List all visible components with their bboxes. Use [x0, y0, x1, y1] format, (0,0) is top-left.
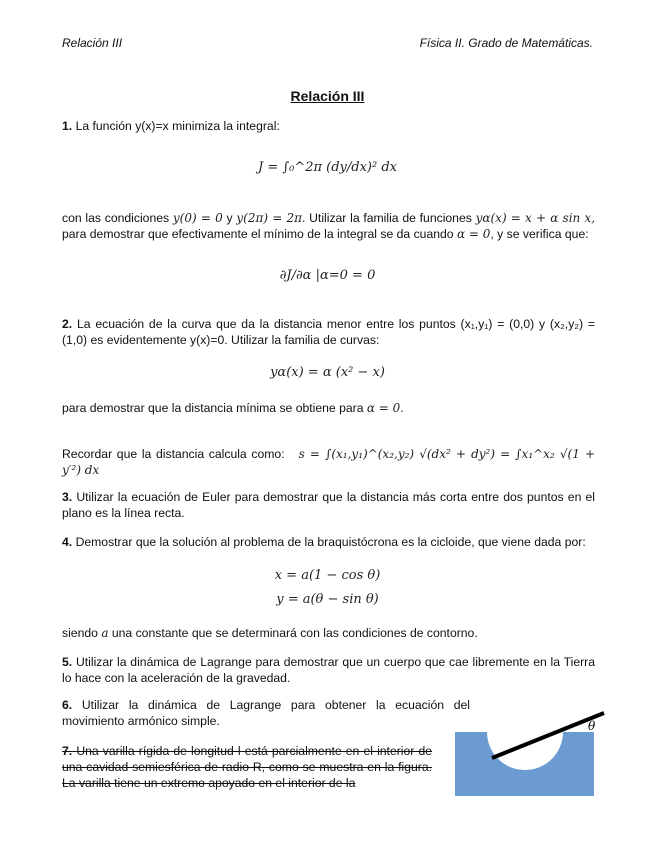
angle-label: θ — [588, 719, 596, 733]
problem-text: Utilizar la ecuación de Euler para demostrar que la distancia más corta entre dos puntos en el plano es la línea recta. — [62, 490, 596, 520]
problem-text: Demostrar que la solución al problema de la braquistócrona es la cicloide, que viene dada por: — [75, 535, 586, 549]
problem-2 — [62, 316, 595, 348]
problem-text: Utilizar la dinámica de Lagrange para demostrar que un cuerpo que cae libremente en la Tierra lo hace con la aceleración de la gravedad. — [62, 655, 595, 685]
problem-text: Una varilla rígida de longitud l está parcialmente en el interior de una cavidad semiesférica de radio R, como se muestra en la figura. La varilla tiene un extremo apoyado en el interior de la — [62, 744, 433, 790]
curve-family-equation: yα(x) = α (x² − x) — [270, 365, 385, 380]
problem-7 — [62, 743, 432, 791]
problem-3 — [62, 489, 595, 521]
problem-2-distance: Recordar que la distancia calcula como: s = ∫(x₁,y₁)^(x₂,y₂) √(dx² + dy²) = ∫x₁^x₂ √(1 + y′²) dx — [62, 447, 595, 477]
derivative-equation: ∂J/∂α |α=0 = 0 — [279, 268, 376, 283]
problem-2-minimum: para demostrar que la distancia mínima se obtiene para α = 0. — [62, 401, 404, 415]
distance-equation: s = ∫(x₁,y₁)^(x₂,y₂) √(dx² + dy²) = ∫x₁^x₂ √(1 + y′²) dx — [62, 447, 595, 477]
header-right: Física II. Grado de Matemáticas. — [419, 36, 593, 50]
cycloid-x-equation: x = a(1 − cos θ) — [274, 568, 381, 583]
header-left: Relación III — [62, 36, 123, 50]
cavity-block — [455, 732, 594, 796]
problem-number: 7. — [62, 744, 73, 758]
problem-number: 6. — [62, 698, 73, 712]
problem-4 — [62, 534, 595, 550]
problem-number: 3. — [62, 490, 73, 504]
cavity-figure — [452, 710, 612, 800]
problem-text: La ecuación de la curva que da la distancia menor entre los puntos (x₁,y₁) = (0,0) y (x₂,y₂) = (1,0) es evidentemente y(x)=0. Utilizar la familia de curvas: — [62, 317, 595, 347]
problem-number: 2. — [62, 317, 73, 331]
problem-1 — [62, 118, 595, 134]
problem-number: 4. — [62, 535, 73, 549]
problem-5 — [62, 654, 595, 686]
integral-equation: J = ∫₀^2π (dy/dx)² dx — [257, 160, 398, 175]
problem-6 — [62, 697, 470, 729]
problem-number: 5. — [62, 655, 73, 669]
problem-1-conditions: con las condiciones y(0) = 0 y y(2π) = 2π. Utilizar la familia de funciones yα(x) = x + α sin x, para demostrar que efectivamente el mínimo de la integral se da cuando α = 0, y se verifica que: — [62, 211, 596, 241]
problem-4-closing: siendo a una constante que se determinará con las condiciones de contorno. — [62, 626, 478, 640]
problem-text: La función y(x)=x minimiza la integral: — [75, 119, 280, 133]
problem-text: Utilizar la dinámica de Lagrange para obtener la ecuación del movimiento armónico simple. — [62, 698, 470, 728]
page-title: Relación III — [290, 88, 365, 104]
problem-number: 1. — [62, 119, 73, 133]
cycloid-y-equation: y = a(θ − sin θ) — [276, 592, 379, 607]
